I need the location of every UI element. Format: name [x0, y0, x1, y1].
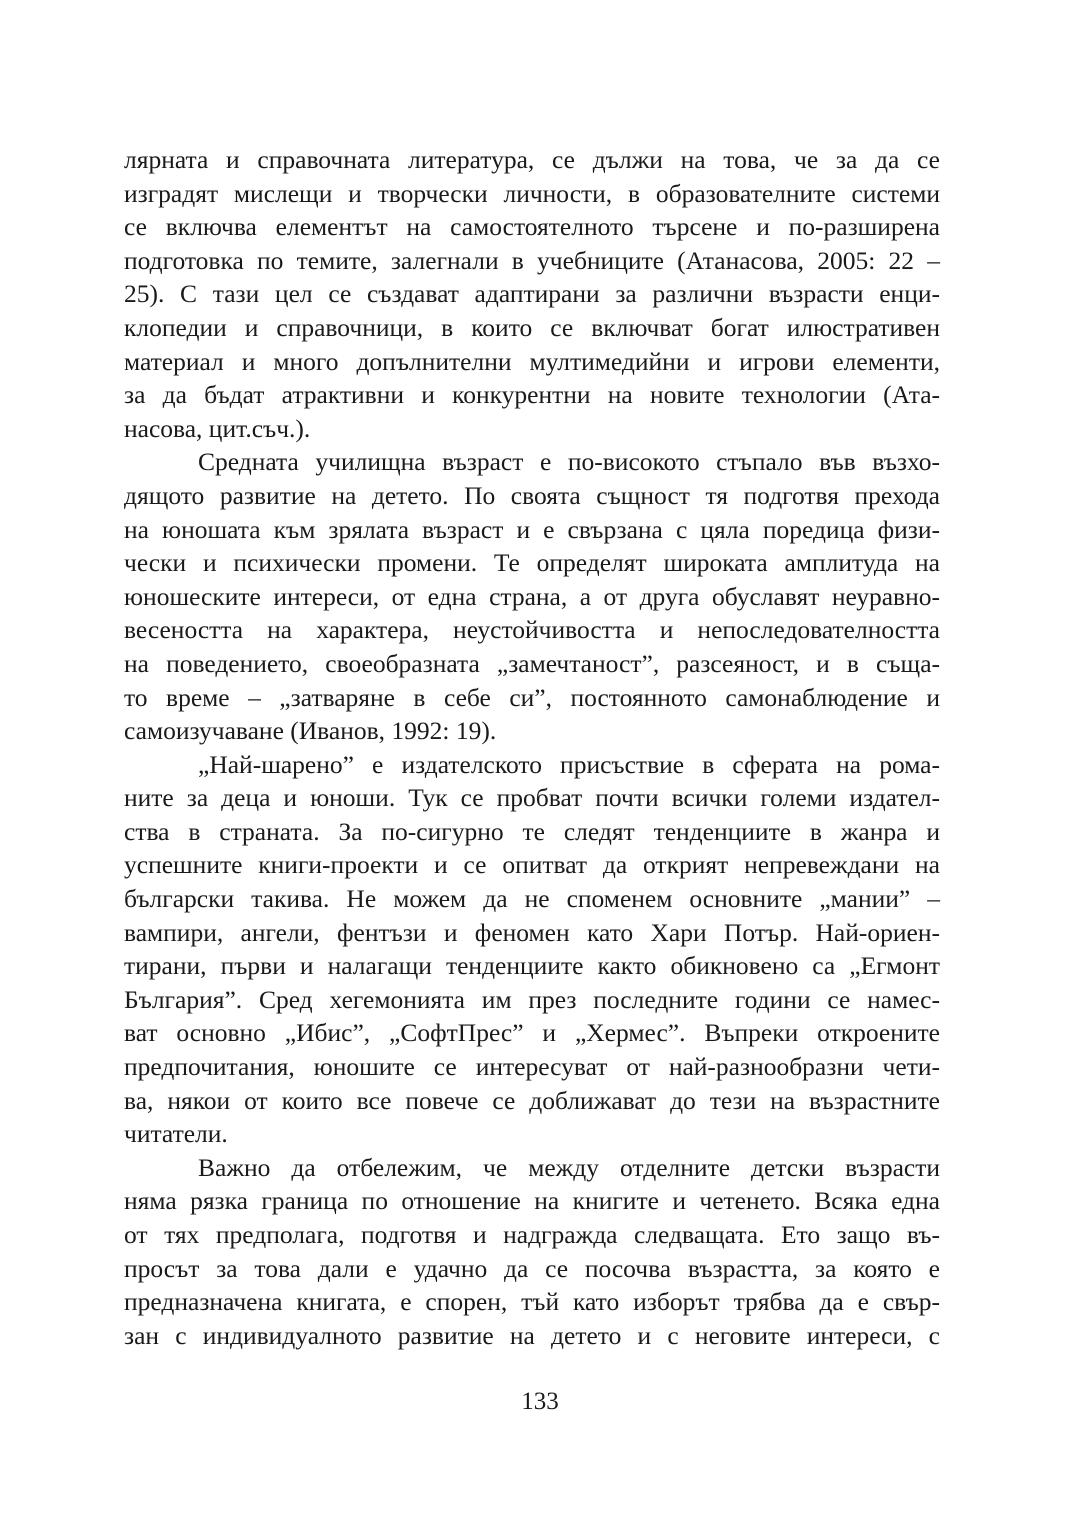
text-line: от тях предполага, подготвя и надгражда следващата. Ето защо въ- [124, 1220, 940, 1249]
text-line: весеността на характера, неустойчивостта и непоследователността [124, 615, 940, 645]
text-line: ват основно „Ибис”, „СофтПрес” и „Хермес”. Въпреки откроените [124, 1018, 940, 1048]
paragraph [124, 1151, 940, 1353]
text-line: предназначена книгата, е спорен, тъй като изборът трябва да е свър- [124, 1287, 940, 1317]
text-line: 25). С тази цел се създават адаптирани за различни възрасти енци- [124, 279, 940, 309]
text-line: то време – „затваряне в себе си”, постоянното самонаблюдение и [124, 682, 940, 712]
paragraph [124, 143, 940, 445]
text-line: лярната и справочната литература, се дължи на това, че за да се [124, 145, 940, 174]
text-line: вампири, ангели, фентъзи и феномен като Хари Потър. Най-ориен- [124, 917, 940, 947]
text-line: чески и психически промени. Те определят широката амплитуда на [124, 548, 940, 578]
text-line: юношеските интереси, от една страна, а от друга обуславят неуравно- [124, 581, 940, 611]
text-line: ства в страната. За по-сигурно те следят тенденциите в жанра и [124, 816, 940, 846]
text-line: изградят мислещи и творчески личности, в образователните системи [124, 178, 940, 208]
text-line: Важно да отбележим, че между отделните детски възрасти [198, 1152, 940, 1182]
text-line: ните за деца и юноши. Тук се пробват почти всички големи издател- [124, 783, 940, 813]
text-line: самоизучаване (Иванов, 1992: 19). [124, 716, 497, 746]
text-line: няма рязка граница по отношение на книгите и четенето. Всяка една [124, 1186, 940, 1216]
text-line: на поведението, своеобразната „замечтаност”, разсеяност, и в съща- [124, 648, 940, 678]
text-line: клопедии и справочници, в които се включват богат илюстративен [124, 312, 940, 342]
text-line: насова, цит.съч.). [124, 413, 311, 443]
text-line: български такива. Не можем да не споменем основните „мании” – [124, 884, 940, 914]
text-line: просът за това дали е удачно да се посочва възрастта, за която е [124, 1253, 940, 1283]
page-number: 133 [521, 1388, 559, 1415]
text-line: ва, някои от които все повече се доближават до тези на възрастните [124, 1085, 940, 1115]
text-line: „Най-шарено” е издателското присъствие в сферата на рома- [198, 749, 940, 779]
text-line: за да бъдат атрактивни и конкурентни на новите технологии (Ата- [124, 380, 940, 410]
text-line: дящото развитие на детето. По своята същност тя подготвя прехода [124, 480, 940, 510]
text-line: на юношата към зрялата възраст и е свързана с цяла поредица физи- [124, 514, 940, 544]
text-line: България”. Сред хегемонията им през последните години се намес- [124, 984, 940, 1014]
text-line: читатели. [124, 1119, 228, 1149]
text-line: предпочитания, юношите се интересуват от най-разнообразни чети- [124, 1052, 940, 1082]
text-line: Средната училищна възраст е по-високото стъпало във възхо- [198, 447, 940, 477]
text-line: подготовка по темите, залегнали в учебниците (Атанасова, 2005: 22 – [124, 245, 940, 275]
text-line: се включва елементът на самостоятелното търсене и по-разширена [124, 212, 940, 242]
text-line: успешните книги-проекти и се опитват да открият непревеждани на [124, 850, 940, 880]
paragraph [124, 748, 940, 1151]
body-text [124, 143, 940, 1352]
text-line: тирани, първи и налагащи тенденциите както обикновено са „Егмонт [124, 951, 940, 981]
text-line: зан с индивидуалното развитие на детето и с неговите интереси, с [124, 1320, 940, 1350]
paragraph [124, 445, 940, 747]
text-line: материал и много допълнителни мултимедийни и игрови елементи, [124, 346, 940, 376]
